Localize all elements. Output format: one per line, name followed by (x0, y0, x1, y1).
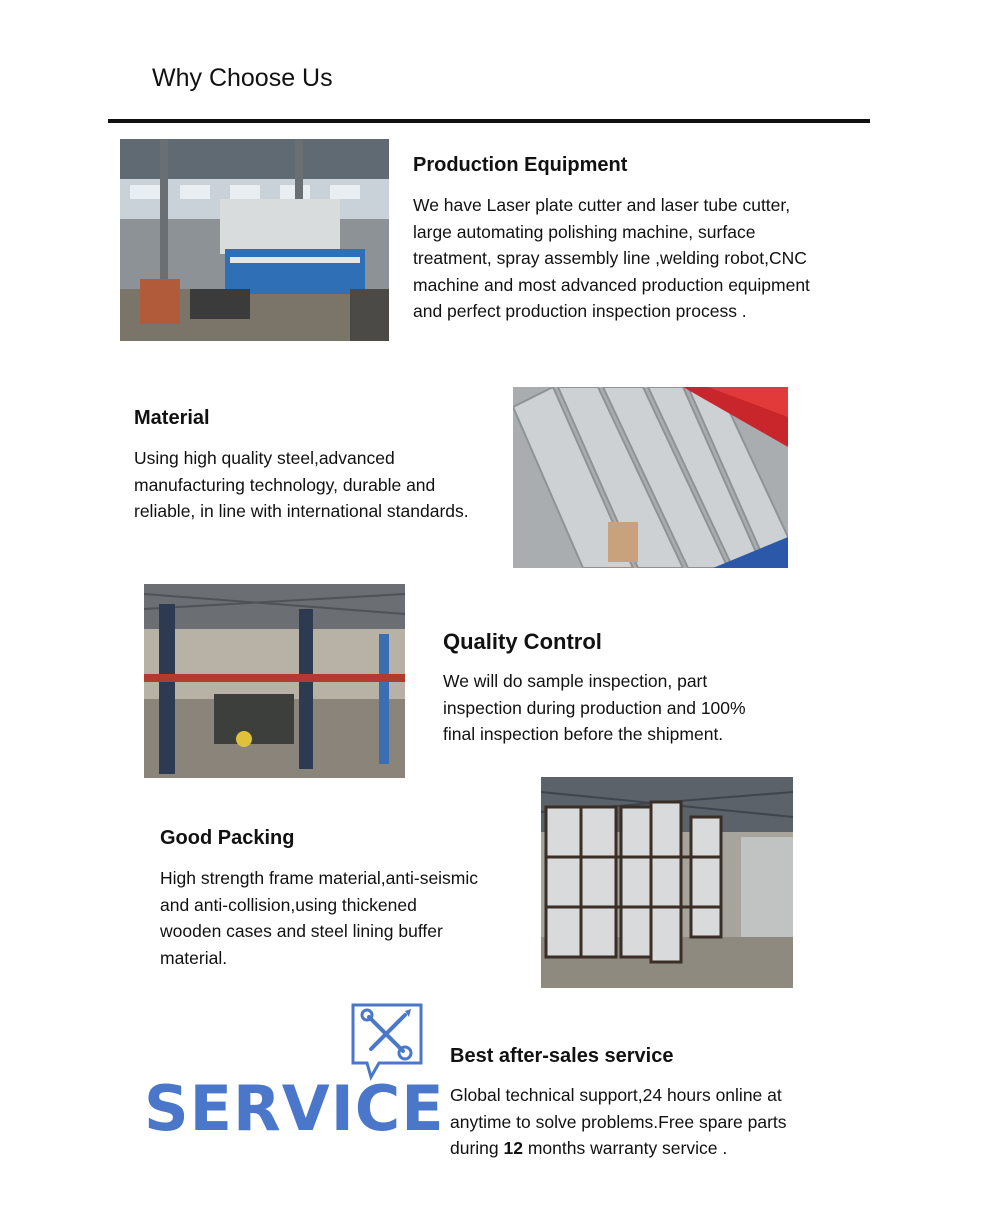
material-photo (513, 387, 788, 568)
wrench-screwdriver-icon (349, 1001, 425, 1081)
production-equipment-photo (120, 139, 389, 341)
warranty-months: 12 (503, 1138, 523, 1158)
text-line: Global technical support,24 hours online at (450, 1085, 782, 1105)
section-title-quality-control: Quality Control (443, 629, 602, 654)
title-divider (108, 119, 870, 123)
text-fragment: during (450, 1138, 504, 1158)
section-title-production-equipment: Production Equipment (413, 154, 628, 176)
quality-control-photo (144, 584, 405, 778)
text-line: Using high quality steel,advanced (134, 448, 395, 468)
section-body-material (134, 445, 469, 525)
text-line: anytime to solve problems.Free spare parts (450, 1111, 787, 1132)
text-line: inspection during production and 100% (443, 697, 746, 718)
section-title-after-sales: Best after-sales service (450, 1045, 674, 1067)
text-line: and perfect production inspection process . (413, 301, 747, 321)
text-line: final inspection before the shipment. (443, 724, 724, 744)
section-body-good-packing (160, 865, 478, 971)
service-logo-icon-box (349, 1001, 425, 1081)
text-line: We will do sample inspection, part (443, 671, 708, 691)
text-line: reliable, in line with international standards. (134, 501, 469, 521)
text-line (450, 1135, 787, 1162)
text-line: machine and most advanced production equipment (413, 274, 810, 295)
text-line: and anti-collision,using thickened (160, 894, 417, 915)
section-title-good-packing: Good Packing (160, 827, 295, 849)
section-title-material: Material (134, 407, 210, 429)
text-line: We have Laser plate cutter and laser tube cutter, (413, 195, 791, 215)
page-title: Why Choose Us (152, 64, 333, 92)
text-line: wooden cases and steel lining buffer (160, 921, 443, 941)
text-line: material. (160, 947, 228, 968)
text-line: treatment, spray assembly line ,welding robot,CNC (413, 248, 807, 268)
text-line: manufacturing technology, durable and (134, 474, 436, 495)
service-logo-word: SERVICE (144, 1072, 445, 1145)
text-line: High strength frame material,anti-seismic (160, 868, 479, 888)
text-fragment: months warranty service . (522, 1138, 728, 1158)
section-body-production-equipment (413, 192, 810, 325)
text-line: large automating polishing machine, surface (413, 221, 756, 242)
section-body-after-sales (450, 1082, 787, 1162)
good-packing-photo (541, 777, 793, 988)
section-body-quality-control (443, 668, 746, 748)
